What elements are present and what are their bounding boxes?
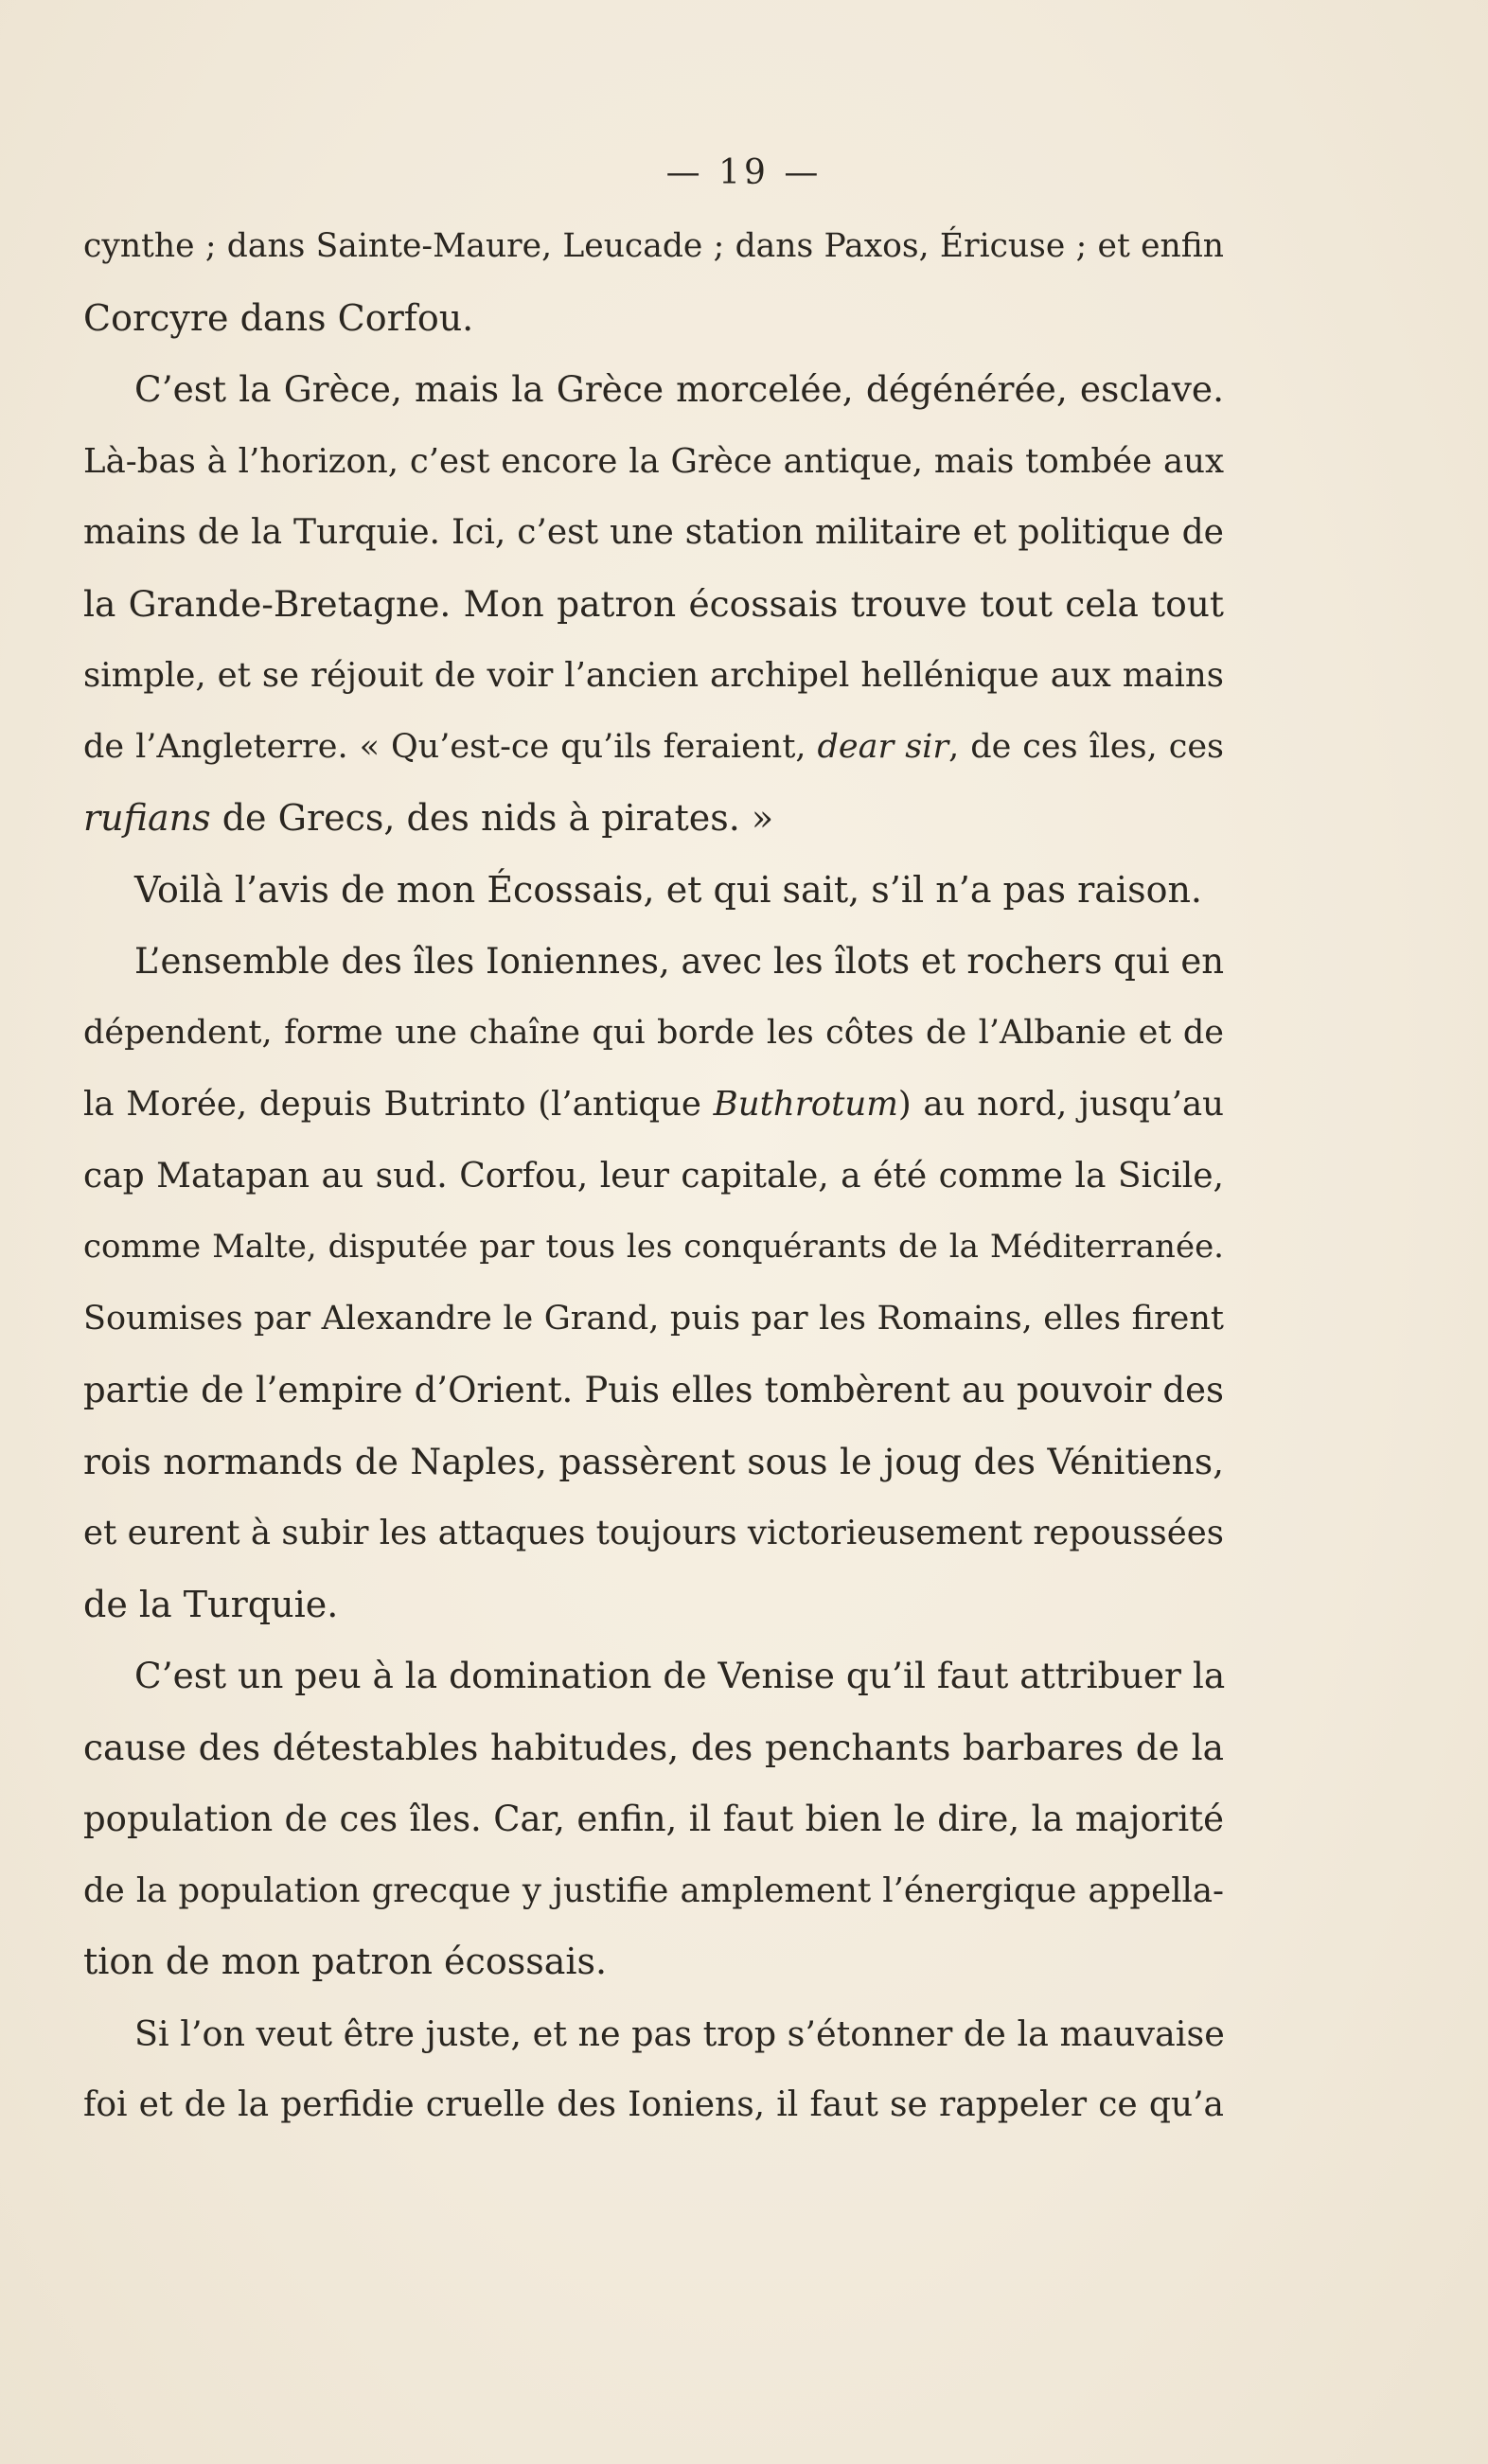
page-number: — 19 — bbox=[665, 153, 823, 192]
text-segment: rois normands de Naples, passèrent sous le joug des Vénitiens, bbox=[83, 1440, 1224, 1482]
text-segment: simple, et se réjouit de voir l’ancien archipel hellénique aux mains bbox=[83, 656, 1224, 695]
italic-phrase: dear sir bbox=[817, 727, 949, 766]
text-line bbox=[83, 855, 1224, 927]
text-segment: de Grecs, des nids à pirates. » bbox=[210, 797, 774, 839]
text-line bbox=[83, 998, 1224, 1070]
text-line bbox=[83, 569, 1224, 641]
text-segment: , de ces îles, ces bbox=[948, 727, 1224, 766]
text-segment: cause des détestables habitudes, des penchants barbares de la bbox=[83, 1726, 1224, 1768]
text-segment: de la population grecque y justifie amplement l’énergique appella- bbox=[83, 1870, 1224, 1910]
text-line bbox=[83, 1284, 1224, 1356]
text-line bbox=[83, 640, 1224, 712]
text-line bbox=[83, 1783, 1224, 1855]
text-segment: C’est un peu à la domination de Venise qu’il faut attribuer la bbox=[134, 1655, 1226, 1696]
text-line bbox=[83, 283, 1224, 355]
text-line bbox=[83, 1212, 1224, 1284]
text-segment: foi et de la perfidie cruelle des Ioniens, il faut se rappeler ce qu’a bbox=[83, 2085, 1224, 2124]
text-segment: Là-bas à l’horizon, c’est encore la Grèce antique, mais tombée aux bbox=[83, 441, 1224, 481]
text-segment: de l’Angleterre. « Qu’est-ce qu’ils feraient, bbox=[83, 727, 818, 766]
text-line bbox=[83, 1498, 1224, 1569]
text-segment: ) au nord, jusqu’au bbox=[897, 1085, 1225, 1124]
text-segment: C’est la Grèce, mais la Grèce morcelée, dégénérée, esclave. bbox=[134, 368, 1224, 410]
text-segment: mains de la Turquie. Ici, c’est une station militaire et politique de bbox=[83, 513, 1224, 552]
text-segment: L’ensemble des îles Ioniennes, avec les îlots et rochers qui en bbox=[134, 941, 1225, 982]
text-segment: de la Turquie. bbox=[83, 1583, 339, 1625]
text-segment: la Morée, depuis Butrinto (l’antique bbox=[83, 1085, 714, 1124]
text-line bbox=[83, 926, 1224, 998]
text-segment: cap Matapan au sud. Corfou, leur capitale, a été comme la Sicile, bbox=[83, 1156, 1224, 1196]
text-line bbox=[83, 1427, 1224, 1498]
text-segment: Corcyre dans Corfou. bbox=[83, 296, 474, 339]
text-line bbox=[83, 426, 1224, 498]
text-line bbox=[83, 1712, 1224, 1784]
text-line bbox=[83, 1069, 1224, 1141]
text-line bbox=[83, 712, 1224, 784]
text-line bbox=[83, 1141, 1224, 1213]
text-line bbox=[83, 497, 1224, 569]
text-segment: cynthe ; dans Sainte-Maure, Leucade ; dans Paxos, Éricuse ; et enfin bbox=[83, 227, 1224, 265]
italic-phrase: Buthrotum bbox=[713, 1085, 898, 1124]
text-segment: dépendent, forme une chaîne qui borde les côtes de l’Albanie et de bbox=[83, 1013, 1224, 1052]
text-line bbox=[83, 211, 1224, 283]
text-segment: partie de l’empire d’Orient. Puis elles tombèrent au pouvoir des bbox=[83, 1370, 1224, 1410]
body-text bbox=[83, 211, 1224, 2141]
text-segment: Voilà l’avis de mon Écossais, et qui sait, s’il n’a pas raison. bbox=[134, 868, 1203, 911]
text-line bbox=[83, 1926, 1224, 1998]
text-segment: et eurent à subir les attaques toujours victorieusement repoussées bbox=[83, 1514, 1224, 1552]
italic-phrase: rufians bbox=[83, 797, 211, 839]
text-segment: la Grande-Bretagne. Mon patron écossais trouve tout cela tout bbox=[83, 582, 1224, 625]
text-line bbox=[83, 1355, 1224, 1427]
text-line bbox=[83, 1640, 1224, 1712]
text-segment: Soumises par Alexandre le Grand, puis par les Romains, elles firent bbox=[83, 1299, 1224, 1338]
text-segment: comme Malte, disputée par tous les conquérants de la Méditerranée. bbox=[83, 1228, 1224, 1266]
text-line bbox=[83, 1569, 1224, 1641]
text-segment: tion de mon patron écossais. bbox=[83, 1941, 608, 1982]
text-line bbox=[83, 354, 1224, 426]
text-line bbox=[83, 1855, 1224, 1927]
text-line bbox=[83, 2069, 1224, 2141]
text-line bbox=[83, 1998, 1224, 2070]
text-segment: Si l’on veut être juste, et ne pas trop s’étonner de la mauvaise bbox=[134, 2012, 1225, 2054]
text-line bbox=[83, 783, 1224, 855]
text-segment: population de ces îles. Car, enfin, il faut bien le dire, la majorité bbox=[83, 1799, 1224, 1839]
